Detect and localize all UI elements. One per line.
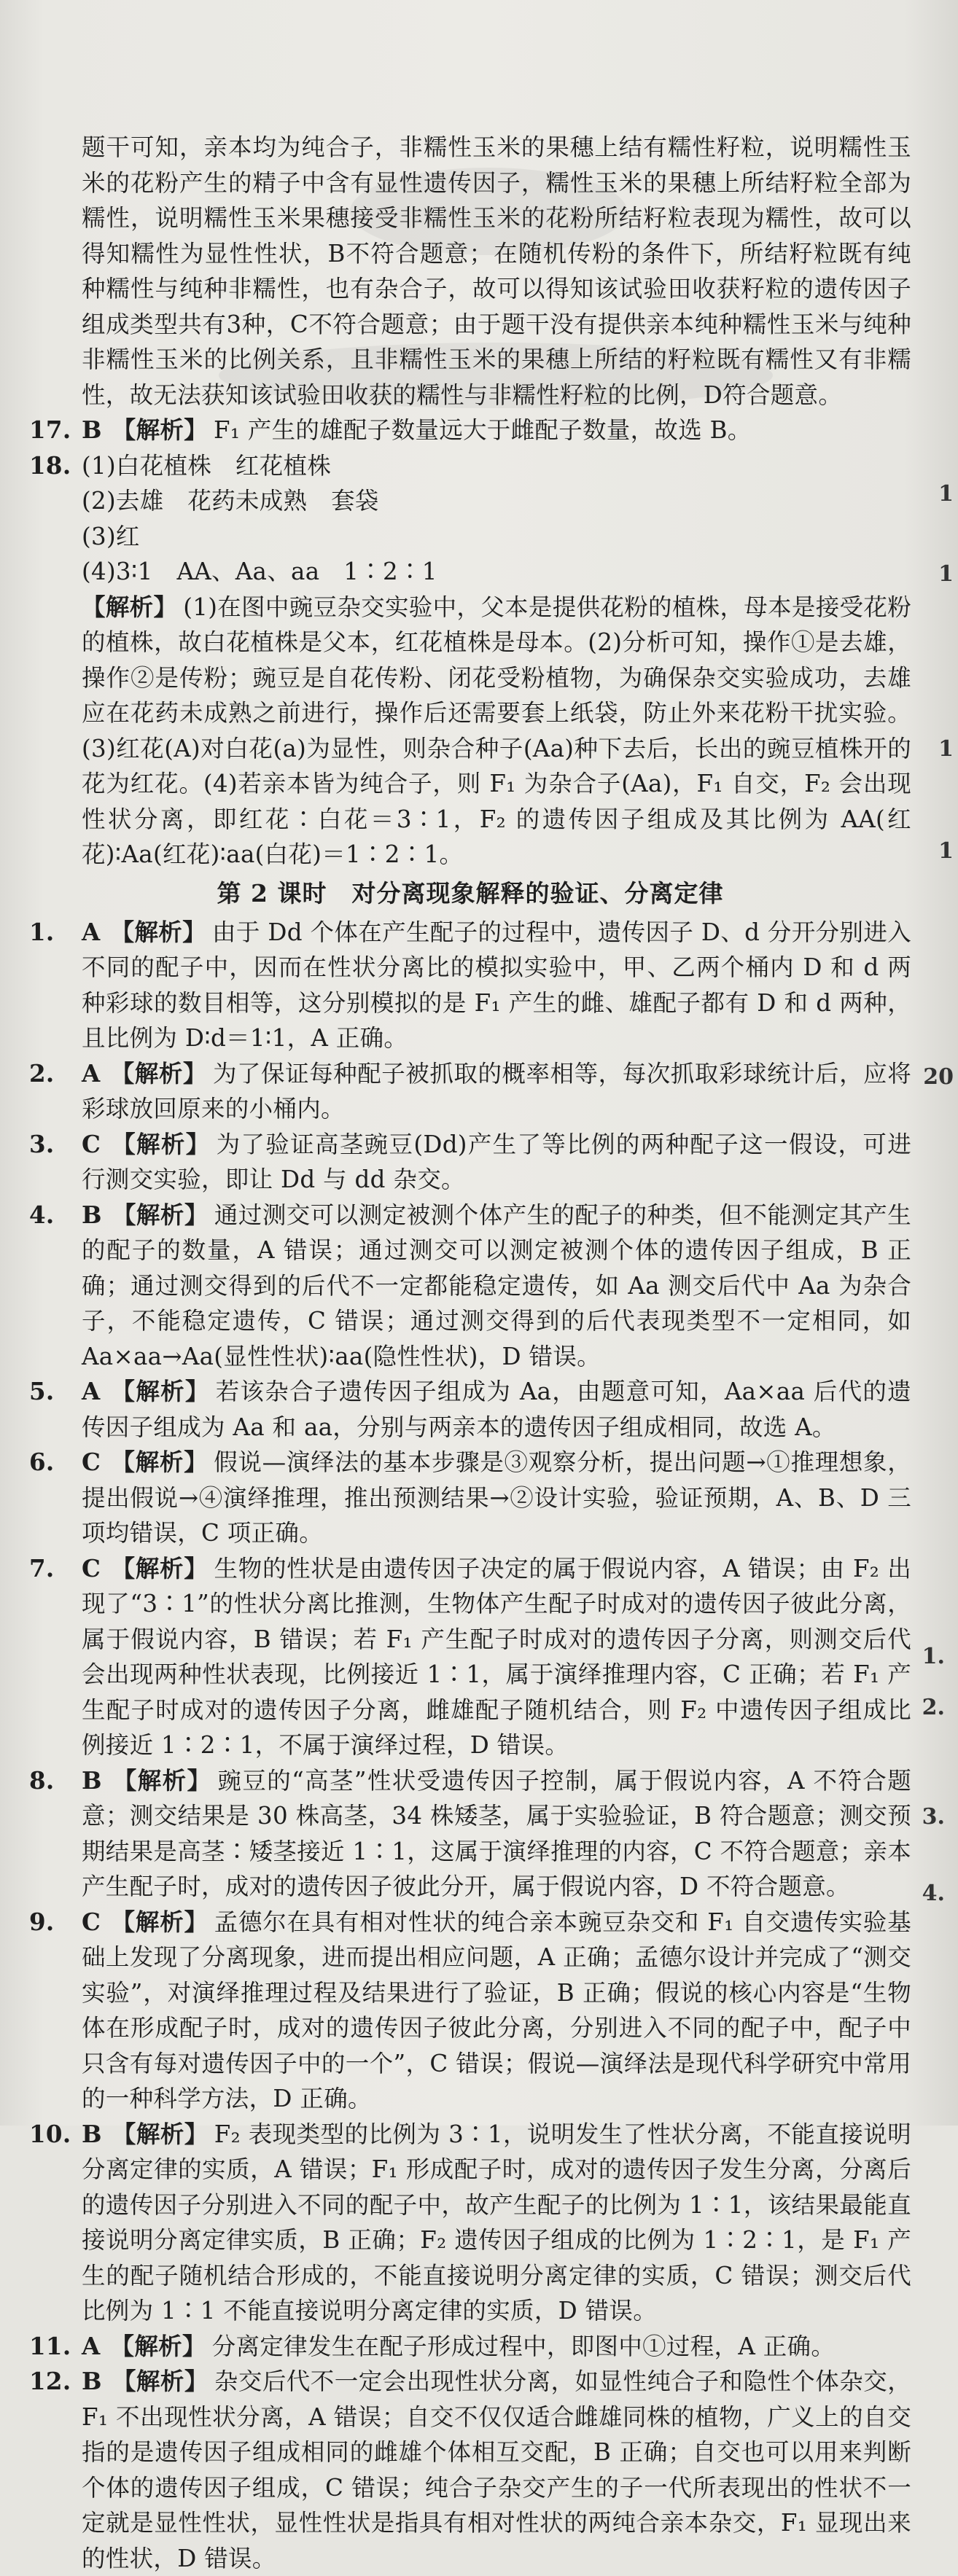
analysis-tag: 【解析】 bbox=[111, 1554, 208, 1582]
item-number: 1. bbox=[29, 915, 55, 951]
item-answer: B bbox=[82, 1766, 102, 1795]
answer-item bbox=[29, 2117, 911, 2329]
analysis-text: 杂交后代不一定会出现性状分离，如显性纯合子和隐性个体杂交，F₁ 不出现性状分离，A 错误；自交不仅仅适合雌雄同株的植物，广义上的自交指的是遗传因子组成相同的雌雄个体相互交配，B 正确；自交也可以用来判断个体的遗传因子组成，C 错误；纯合子杂交产生的子一代所表现出的性状不一定就是显性性状，显性性状是指具有相对性状的两纯合亲本杂交，F₁ 显现出来的性状，D 错误。 bbox=[82, 2368, 911, 2572]
item-number: 3. bbox=[29, 1127, 55, 1163]
item-answer: C bbox=[82, 1908, 101, 1936]
answer-item bbox=[29, 1198, 911, 1375]
item-answer: B bbox=[82, 1201, 102, 1229]
edge-mark: 3. bbox=[922, 1804, 945, 1830]
edge-mark: 1 bbox=[938, 736, 954, 762]
answer-item bbox=[29, 1763, 911, 1905]
analysis-text: 为了验证高茎豌豆(Dd)产生了等比例的两种配子这一假设，可进行测交实验，即让 Dd 与 dd 杂交。 bbox=[82, 1131, 911, 1194]
edge-mark: 20 bbox=[923, 1064, 954, 1090]
analysis-text: 孟德尔在具有相对性状的纯合亲本豌豆杂交和 F₁ 自交遗传实验基础上发现了分离现象，进而提出相应问题，A 正确；孟德尔设计并完成了“测交实验”，对演绎推理过程及结果进行了验证，B 正确；假说的核心内容是“生物体在形成配子时，成对的遗传因子彼此分离，分别进入不同的配子中，配子中只含有每对遗传因子中的一个”，C 错误；假说—演绎法是现代科学研究中常用的一种科学方法，D 正确。 bbox=[82, 1908, 911, 2113]
analysis-text: 分离定律发生在配子形成过程中，即图中①过程，A 正确。 bbox=[212, 2333, 835, 2360]
edge-mark: 1. bbox=[922, 1644, 945, 1669]
item-number: 7. bbox=[29, 1551, 55, 1587]
analysis-text: 为了保证每种配子被抓取的概率相等，每次抓取彩球统计后，应将彩球放回原来的小桶内。 bbox=[82, 1060, 911, 1123]
analysis-text: F₁ 产生的雄配子数量远大于雌配子数量，故选 B。 bbox=[214, 416, 752, 444]
item-answer: B bbox=[82, 2367, 102, 2395]
analysis-text: F₂ 表现类型的比例为 3∶1，说明发生了性状分离，不能直接说明分离定律的实质，A 错误；F₁ 形成配子时，成对的遗传因子发生分离，分离后的遗传因子分别进入不同的配子中，故产生配子的比例为 1∶1，该结果最能直接说明分离定律实质，B 正确；F₂ 遗传因子组成的比例为 1∶2∶1，是 F₁ 产生的配子随机结合形成的，不能直接说明分离定律的实质，C 错误；测交后代比例为 1∶1 不能直接说明分离定律的实质，D 错误。 bbox=[82, 2120, 911, 2325]
analysis-tag: 【解析】 bbox=[111, 1130, 210, 1158]
analysis-text: 通过测交可以测定被测个体产生的配子的种类，但不能测定其产生的配子的数量，A 错误；通过测交可以测定被测个体的遗传因子组成，B 正确；通过测交得到的后代不一定都能稳定遗传，如 Aa 测交后代中 Aa 为杂合子，不能稳定遗传，C 错误；通过测交得到的后代表现类型不一定相同，如 Aa×aa→Aa(显性性状)∶aa(隐性性状)，D 错误。 bbox=[82, 1201, 911, 1370]
analysis-tag: 【解析】 bbox=[111, 2332, 206, 2360]
item-number: 5. bbox=[29, 1374, 55, 1410]
item-number: 6. bbox=[29, 1445, 55, 1480]
analysis-text: 生物的性状是由遗传因子决定的属于假说内容，A 错误；由 F₂ 出现了“3∶1”的性状分离比推测，生物体产生配子时成对的遗传因子彼此分离，属于假说内容，B 错误；若 F₁ 产生配子时成对的遗传因子分离，则测交后代会出现两种性状表现，比例接近 1∶1，属于演绎推理内容，C 正确；若 F₁ 产生配子时成对的遗传因子分离，雌雄配子随机结合，则 F₂ 中遗传因子组成比例接近 1∶2∶1，不属于演绎过程，D 错误。 bbox=[82, 1555, 911, 1760]
analysis-text: (1)在图中豌豆杂交实验中，父本是提供花粉的植株，母本是接受花粉的植株，故白花植株是父本，红花植株是母本。(2)分析可知，操作①是去雄，操作②是传粉；豌豆是自花传粉、闭花受粉植物，为确保杂交实验成功，去雄应在花药未成熟之前进行，操作后还需要套上纸袋，防止外来花粉干扰实验。(3)红花(A)对白花(a)为显性，则杂合种子(Aa)种下去后，长出的豌豆植株开的花为红花。(4)若亲本皆为纯合子，则 F₁ 为杂合子(Aa)，F₁ 自交，F₂ 会出现性状分离，即红花∶白花＝3∶1，F₂ 的遗传因子组成及其比例为 AA(红花)∶Aa(红花)∶aa(白花)＝1∶2∶1。 bbox=[82, 593, 911, 869]
item-answer: A bbox=[82, 1059, 101, 1088]
answer-item bbox=[29, 1056, 911, 1127]
analysis-tag: 【解析】 bbox=[112, 2367, 209, 2395]
answer-list bbox=[29, 915, 911, 2576]
item-number: 10. bbox=[29, 2117, 71, 2152]
item-number: 4. bbox=[29, 1198, 55, 1233]
analysis-tag: 【解析】 bbox=[111, 1448, 208, 1476]
answer-column bbox=[29, 130, 911, 2576]
item-answer: A bbox=[82, 1377, 101, 1405]
analysis-text: 若该杂合子遗传因子组成为 Aa，由题意可知，Aa×aa 后代的遗传因子组成为 Aa 和 aa，分别与两亲本的遗传因子组成相同，故选 A。 bbox=[82, 1378, 911, 1441]
answer-item-18 bbox=[29, 448, 911, 873]
analysis-tag: 【解析】 bbox=[111, 1377, 210, 1405]
item-number: 8. bbox=[29, 1763, 55, 1799]
analysis-text: 由于 Dd 个体在产生配子的过程中，遗传因子 D、d 分开分别进入不同的配子中，因而在性状分离比的模拟实验中，甲、乙两个桶内 D 和 d 两种彩球的数目相等，这分别模拟的是 F₁ 产生的雌、雄配子都有 D 和 d 两种，且比例为 D∶d＝1∶1，A 正确。 bbox=[82, 918, 911, 1053]
answer-item bbox=[29, 1445, 911, 1551]
fill-answer-2: (2)去雄 花药未成熟 套袋 bbox=[82, 483, 911, 519]
answer-item bbox=[29, 2364, 911, 2576]
item-answer: C bbox=[82, 1554, 101, 1582]
analysis-tag: 【解析】 bbox=[112, 1201, 209, 1229]
analysis-tag: 【解析】 bbox=[111, 918, 206, 946]
carry-over-paragraph: 题干可知，亲本均为纯合子，非糯性玉米的果穗上结有糯性籽粒，说明糯性玉米的花粉产生的精子中含有显性遗传因子，糯性玉米的果穗上所结籽粒全部为糯性，说明糯性玉米果穗接受非糯性玉米的花粉所结籽粒表现为糯性，故可以得知糯性为显性性状，B不符合题意；在随机传粉的条件下，所结籽粒既有纯种糯性与纯种非糯性，也有杂合子，故可以得知该试验田收获籽粒的遗传因子组成类型共有3种，C不符合题意；由于题干没有提供亲本纯种糯性玉米与纯种非糯性玉米的比例关系，且非糯性玉米的果穗上所结的籽粒既有糯性又有非糯性，故无法获知该试验田收获的糯性与非糯性籽粒的比例，D符合题意。 bbox=[29, 130, 911, 413]
item-answer: C bbox=[82, 1130, 101, 1158]
edge-mark: 1 bbox=[938, 838, 954, 864]
item-answer: A bbox=[82, 918, 101, 946]
item-number: 11. bbox=[29, 2329, 71, 2365]
edge-mark: 1 bbox=[938, 561, 954, 587]
analysis-tag: 【解析】 bbox=[112, 1766, 212, 1795]
item-answer: B bbox=[82, 415, 102, 444]
section-title: 第 2 课时 对分离现象解释的验证、分离定律 bbox=[29, 875, 911, 912]
analysis-text: 假说—演绎法的基本步骤是③观察分析，提出问题→①推理想象，提出假说→④演绎推理，推出预测结果→②设计实验，验证预期，A、B、D 三项均错误，C 项正确。 bbox=[82, 1448, 911, 1547]
answer-item bbox=[29, 1374, 911, 1445]
item-number: 18. bbox=[29, 448, 71, 484]
item-answer: A bbox=[82, 2332, 101, 2360]
answer-item bbox=[29, 1127, 911, 1198]
fill-answer-1: (1)白花植株 红花植株 bbox=[82, 448, 911, 484]
item-number: 17. bbox=[29, 413, 71, 448]
answer-item bbox=[29, 1551, 911, 1763]
analysis-tag: 【解析】 bbox=[82, 593, 177, 621]
answer-item bbox=[29, 1905, 911, 2117]
fill-answer-3: (3)红 bbox=[82, 519, 911, 555]
edge-mark: 2. bbox=[922, 1695, 945, 1720]
item-number: 9. bbox=[29, 1905, 55, 1940]
item-answer: B bbox=[82, 2120, 102, 2148]
analysis-tag: 【解析】 bbox=[112, 2120, 209, 2148]
item-number: 12. bbox=[29, 2364, 71, 2400]
edge-mark: 4. bbox=[922, 1881, 945, 1906]
analysis-tag: 【解析】 bbox=[111, 1908, 209, 1936]
fill-answer-4: (4)3∶1 AA、Aa、aa 1∶2∶1 bbox=[82, 554, 911, 590]
analysis-tag: 【解析】 bbox=[112, 415, 208, 444]
answer-item bbox=[29, 915, 911, 1056]
edge-mark: 1 bbox=[938, 481, 954, 507]
item-answer: C bbox=[82, 1448, 101, 1476]
answer-item bbox=[29, 2329, 911, 2365]
analysis-text: 豌豆的“高茎”性状受遗传因子控制，属于假说内容，A 不符合题意；测交结果是 30 株高茎，34 株矮茎，属于实验验证，B 符合题意；测交预期结果是高茎∶矮茎接近 1∶1，这属于演绎推理的内容，C 不符合题意；亲本产生配子时，成对的遗传因子彼此分开，属于假说内容，D 不符合题意。 bbox=[82, 1767, 911, 1901]
answer-item-17 bbox=[29, 413, 911, 448]
item-number: 2. bbox=[29, 1056, 55, 1092]
analysis-tag: 【解析】 bbox=[111, 1059, 207, 1088]
